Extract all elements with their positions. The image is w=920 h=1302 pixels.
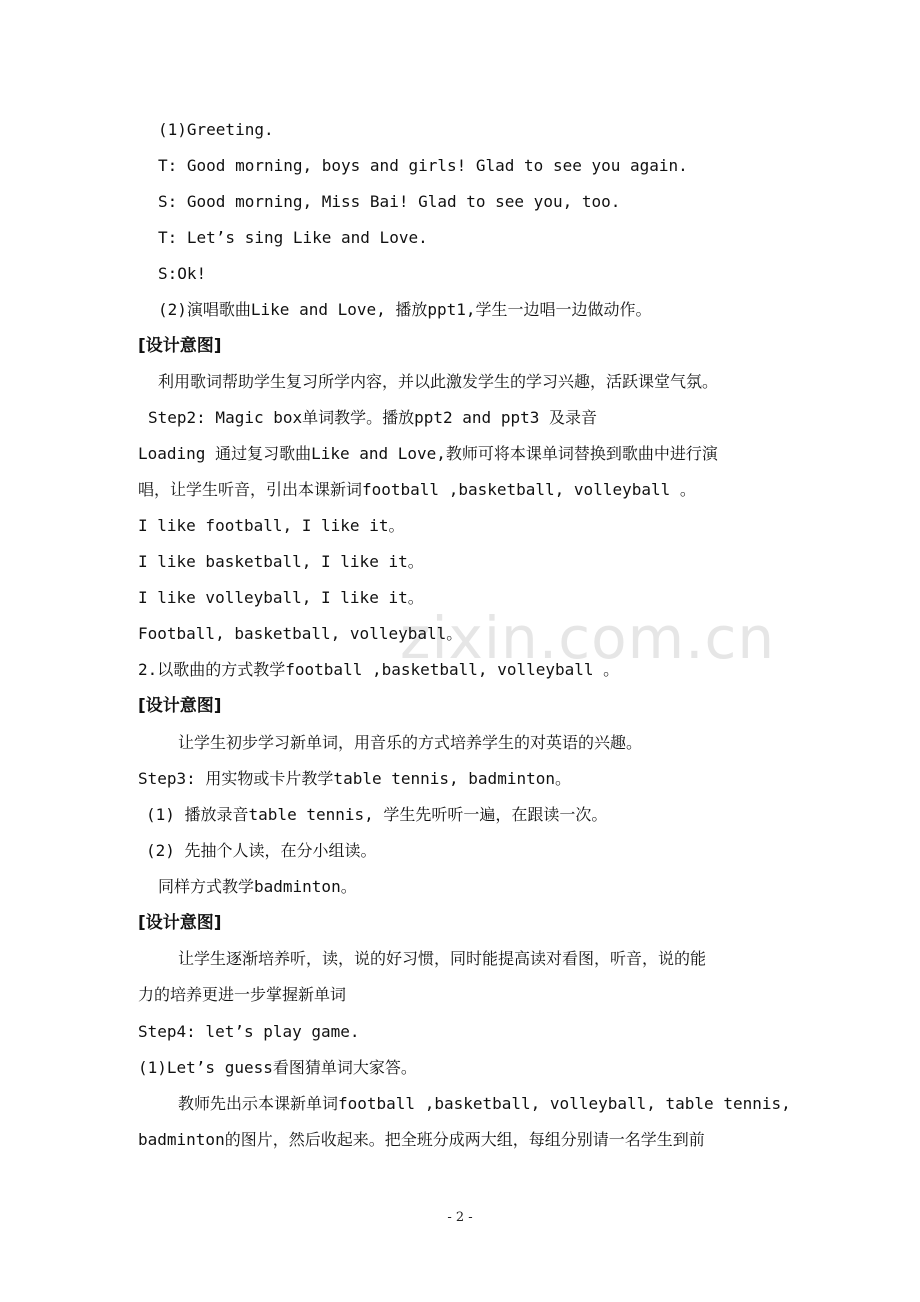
section-heading: [设计意图] <box>138 696 222 716</box>
text-line: Loading 通过复习歌曲Like and Love,教师可将本课单词替换到歌曲中进行演 <box>138 444 718 463</box>
section-heading: [设计意图] <box>138 336 222 356</box>
text-line: I like volleyball, I like it。 <box>138 588 424 607</box>
section-heading: [设计意图] <box>138 913 222 933</box>
text-line: (1)Let’s guess看图猜单词大家答。 <box>138 1058 417 1077</box>
text-line: 力的培养更进一步掌握新单词 <box>138 985 347 1004</box>
text-line: Step4: let’s play game. <box>138 1022 360 1041</box>
text-line: 唱，让学生听音，引出本课新词football ,basketball, volleyball 。 <box>138 480 696 499</box>
text-line: T: Let’s sing Like and Love. <box>158 228 428 247</box>
text-line: Step3: 用实物或卡片教学table tennis, badminton。 <box>138 769 571 788</box>
text-line: (2) 先抽个人读，在分小组读。 <box>146 841 377 860</box>
text-line: badminton的图片，然后收起来。把全班分成两大组，每组分别请一名学生到前 <box>138 1130 705 1149</box>
text-line: (1)Greeting. <box>158 120 274 139</box>
text-line: Step2: Magic box单词教学。播放ppt2 and ppt3 及录音 <box>148 408 597 427</box>
text-line: T: Good morning, boys and girls! Glad to see you again. <box>158 156 688 175</box>
watermark: zixin.com.cn <box>400 604 776 672</box>
text-line: 让学生逐渐培养听，读，说的好习惯，同时能提高读对看图，听音，说的能 <box>178 949 707 968</box>
text-line: 让学生初步学习新单词，用音乐的方式培养学生的对英语的兴趣。 <box>178 733 643 752</box>
text-line: S:Ok! <box>158 264 207 283</box>
text-line: I like football, I like it。 <box>138 516 405 535</box>
text-line: 同样方式教学badminton。 <box>158 877 357 896</box>
text-line: 教师先出示本课新单词football ,basketball, volleyball, table tennis, <box>178 1094 791 1113</box>
text-line: S: Good morning, Miss Bai! Glad to see you, too. <box>158 192 621 211</box>
text-line: Football, basketball, volleyball。 <box>138 624 463 643</box>
text-line: (1) 播放录音table tennis, 学生先听听一遍，在跟读一次。 <box>146 805 608 824</box>
text-line: 利用歌词帮助学生复习所学内容，并以此激发学生的学习兴趣，活跃课堂气氛。 <box>158 372 719 391</box>
text-line: I like basketball, I like it。 <box>138 552 424 571</box>
text-line: 2.以歌曲的方式教学football ,basketball, volleyball 。 <box>138 660 620 679</box>
page-number: - 2 - <box>447 1210 473 1225</box>
text-line: (2)演唱歌曲Like and Love, 播放ppt1,学生一边唱一边做动作。 <box>158 300 652 319</box>
